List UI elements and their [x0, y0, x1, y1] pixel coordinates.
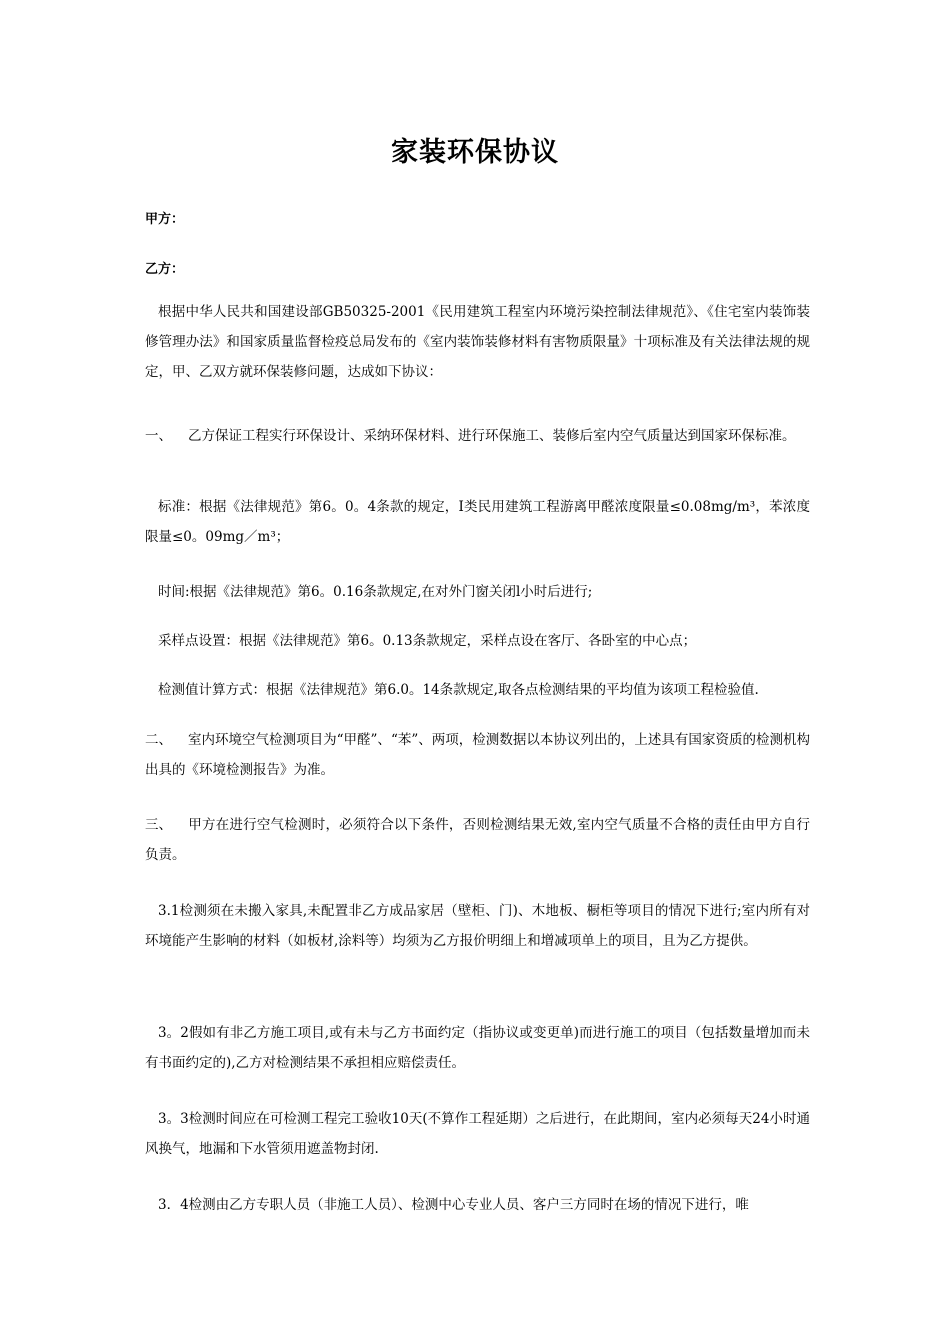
party-b-label: 乙方：	[145, 262, 185, 277]
party-a-label: 甲方：	[145, 212, 185, 227]
standard-paragraph: 标准：根据《法律规范》第6。0。4条款的规定，Ⅰ类民用建筑工程游离甲醛浓度限量≤0.08mg/m³，苯浓度限量≤0。09mg／m³；	[145, 499, 810, 545]
section-2-text: 室内环境空气检测项目为“甲醛”、“苯”、两项，检测数据以本协议列出的，上述具有国家资质的检测机构出具的《环境检测报告》为准。	[145, 732, 810, 778]
document-title: 家装环保协议	[391, 137, 559, 168]
section-1	[145, 421, 810, 451]
section-2	[145, 725, 810, 785]
time-paragraph: 时间:根据《法律规范》第6。0.16条款规定,在对外门窗关闭l小时后进行;	[158, 584, 593, 600]
intro-paragraph: 根据中华人民共和国建设部GB50325-2001《民用建筑工程室内环境污染控制法律规范》、《住宅室内装饰装修管理办法》和国家质量监督检疫总局发布的《室内装饰装修材料有害物质限量》十项标准及有关法律法规的规定，甲、乙双方就环保装修问题，达成如下协议：	[145, 304, 810, 380]
sampling-paragraph: 采样点设置：根据《法律规范》第6。0.13条款规定，采样点设在客厅、各卧室的中心点；	[158, 633, 697, 649]
section-3	[145, 810, 810, 870]
item-3-3: 3。3检测时间应在可检测工程完工验收10天(不算作工程延期）之后进行，在此期间，室内必须每天24小时通风换气，地漏和下水管须用遮盖物封闭.	[145, 1111, 810, 1157]
calc-paragraph: 检测值计算方式：根据《法律规范》第6.0。14条款规定,取各点检测结果的平均值为该项工程检验值.	[158, 682, 759, 698]
section-3-text: 甲方在进行空气检测时，必须符合以下条件，否则检测结果无效,室内空气质量不合格的责任由甲方自行负责。	[145, 817, 810, 863]
section-1-number: 一、	[145, 428, 172, 444]
item-3-1: 3.1检测须在未搬入家具,未配置非乙方成品家居（壁柜、门)、木地板、橱柜等项目的情况下进行;室内所有对环境能产生影响的材料（如板材,涂料等）均须为乙方报价明细上和增减项单上的项目，且为乙方提供。	[145, 903, 810, 949]
section-3-number: 三、	[145, 817, 172, 833]
item-3-4: 3．4检测由乙方专职人员（非施工人员）、检测中心专业人员、客户三方同时在场的情况下进行，唯	[158, 1197, 749, 1213]
item-3-2: 3。2假如有非乙方施工项目,或有未与乙方书面约定（指协议或变更单)而进行施工的项目（包括数量增加而未有书面约定的),乙方对检测结果不承担相应赔偿责任。	[145, 1025, 810, 1071]
section-2-number: 二、	[145, 732, 172, 748]
section-1-text: 乙方保证工程实行环保设计、采纳环保材料、进行环保施工、装修后室内空气质量达到国家环保标准。	[188, 428, 796, 444]
